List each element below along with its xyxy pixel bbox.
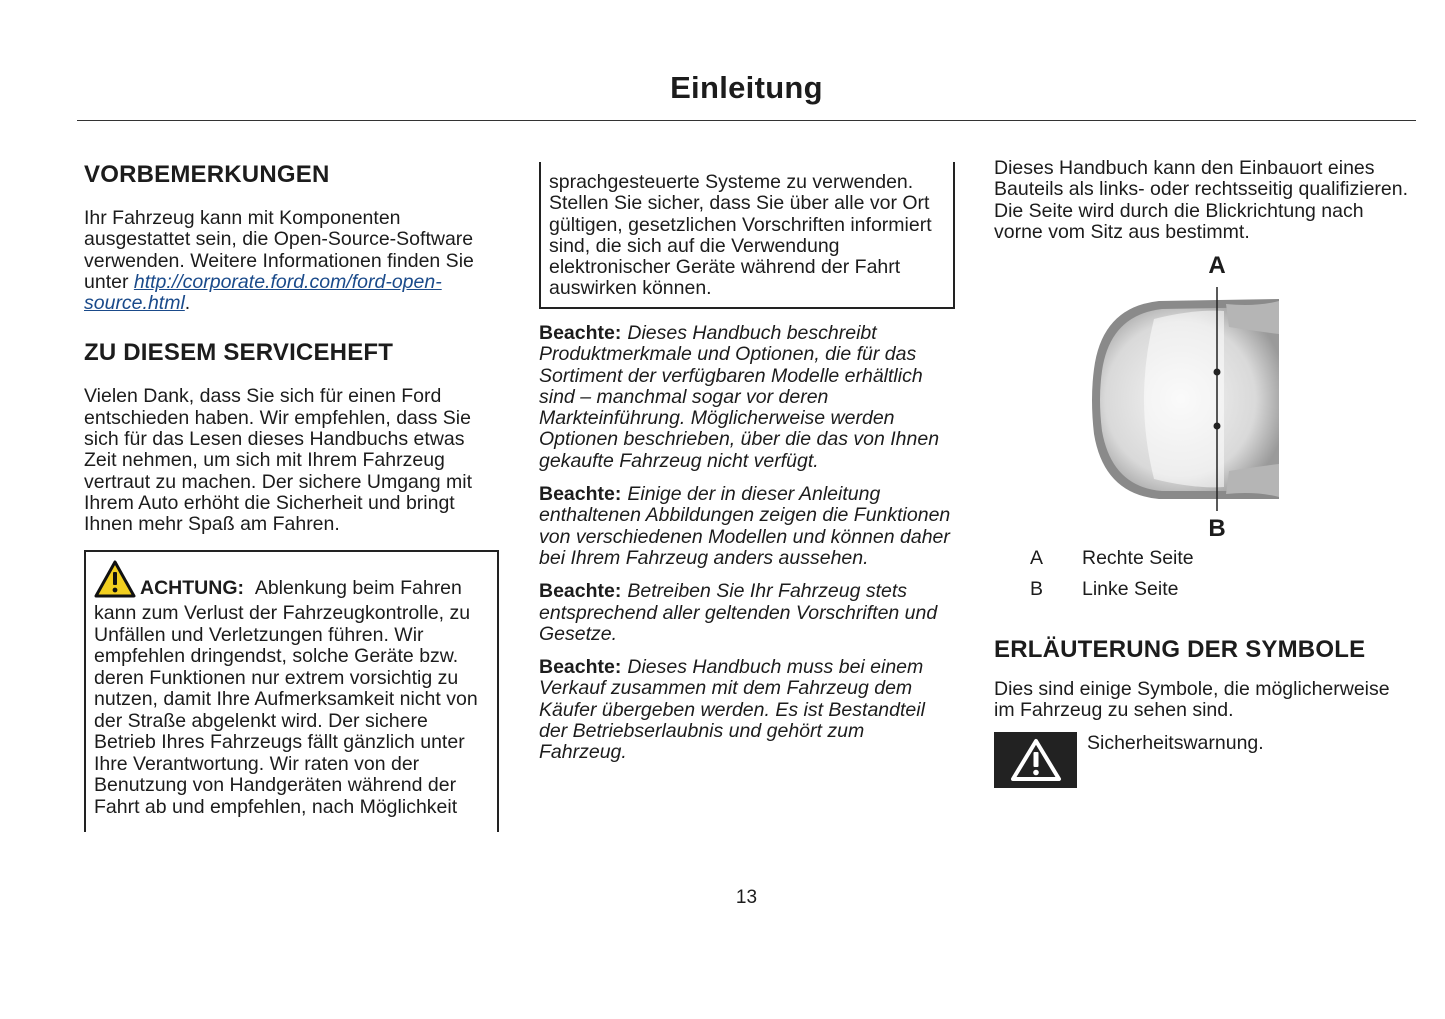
note-text: Dieses Handbuch muss bei einem Verkauf zusammen mit dem Fahrzeug dem Käufer übergeben werden. Es ist Bestandteil der Betriebserlaubnis und gehört zum Fahrzeug. [539,656,925,764]
diagram-label-a: A [1208,252,1226,280]
note-1 [539,323,955,472]
vorbemerkungen-text: Ihr Fahrzeug kann mit Komponenten ausgestattet sein, die Open-Source-Software verwenden. Weitere Informationen finden Sie unter [84,207,474,293]
paragraph-serviceheft: Vielen Dank, dass Sie sich für einen Ford entschieden haben. Wir empfehlen, dass Sie sich für das Lesen dieses Handbuchs etwas Zeit nehmen, um sich mit Ihrem Fahrzeug vertraut zu machen. Der sichere Umgang mit Ihrem Auto erhöht die Sicherheit und bringt Ihnen mehr Spaß am Fahren. [84,385,472,536]
note-4 [539,657,955,763]
open-source-link[interactable]: http://corporate.ford.com/ford-open-source.html [84,270,442,315]
note-text: Dieses Handbuch beschreibt Produktmerkmale und Optionen, die für das Sortiment der verfügbaren Modelle erhältlich sind – manchmal sogar vor deren Markteinführung. Möglicherweise werden Optionen beschrieben, über die das von Ihnen gekaufte Fahrzeug nicht verfügt. [539,322,940,472]
page-title: Einleitung [670,70,823,105]
warning-text: Ablenkung beim Fahren kann zum Verlust der Fahrzeugkontrolle, zu Unfällen und Verletzungen führen. Wir empfehlen dringendst, solche Geräte bzw. deren Funktionen nur extrem vorsichtig zu nutzen, damit Ihre Aufmerksamkeit nicht von der Straße abgelenkt wird. Der sichere Betrieb Ihres Fahrzeugs fällt gänzlich unter Ihre Verantwortung. Wir raten von der Benutzung von Handgeräten während der Fahrt ab und empfehlen, nach Möglichkeit [94,576,478,818]
paragraph-seite-intro: Dieses Handbuch kann den Einbauort eines Bauteils als links- oder rechtsseitig qualifizieren. Die Seite wird durch die Blickrichtung nach vorne vom Sitz aus bestimmt. [994,157,1409,243]
column-middle [539,162,955,764]
note-label: Beachte: [539,322,622,344]
legend-value: Linke Seite [1082,578,1179,601]
paragraph-vorbemerkungen [84,208,499,314]
car-side-diagram [994,249,1410,539]
legend-row [994,574,1410,605]
heading-vorbemerkungen: VORBEMERKUNGEN [84,161,330,188]
warning-box-continued [539,162,955,309]
title-divider [77,120,1416,121]
note-text: Einige der in dieser Anleitung enthaltenen Abbildungen zeigen die Funktionen von verschiedenen Modellen und können daher bei Ihrem Fahrzeug anders aussehen. [539,483,951,569]
warning-box [84,550,499,832]
note-2 [539,484,955,569]
column-left [84,158,499,832]
symbol-row [994,732,1410,788]
page-number: 13 [735,887,758,908]
note-3 [539,581,955,645]
paragraph-symbole: Dies sind einige Symbole, die möglicherweise im Fahrzeug zu sehen sind. [994,678,1390,722]
warning-triangle-icon [94,560,136,604]
symbol-label: Sicherheitswarnung. [1087,731,1264,754]
heading-serviceheft: ZU DIESEM SERVICEHEFT [84,339,394,367]
note-text: Betreiben Sie Ihr Fahrzeug stets entsprechend aller geltenden Vorschriften und Gesetze. [539,580,938,645]
safety-warning-symbol [994,732,1077,788]
warning-paragraph [94,560,490,819]
note-label: Beachte: [539,483,622,506]
legend-key: B [1030,578,1044,601]
car-top-view-icon [994,249,1410,539]
heading-symbole: ERLÄUTERUNG DER SYMBOLE [994,636,1366,664]
note-label: Beachte: [539,656,622,679]
diagram-label-b: B [1208,515,1226,540]
warning-continued-text: sprachgesteuerte Systeme zu verwenden. Stellen Sie sicher, dass Sie über alle vor Ort gültigen, gesetzlichen Vorschriften informiert sind, die sich auf die Verwendung elektronischer Geräte während der Fahrt auswirken können. [549,171,932,300]
column-right [994,158,1410,788]
warning-triangle-icon [1010,738,1062,782]
diagram-legend [994,543,1410,605]
note-label: Beachte: [539,580,622,603]
warning-label: ACHTUNG: [140,576,244,599]
legend-key: A [1030,547,1044,570]
vorbemerkungen-period: . [184,292,191,315]
legend-row [994,543,1410,574]
legend-value: Rechte Seite [1082,547,1194,570]
